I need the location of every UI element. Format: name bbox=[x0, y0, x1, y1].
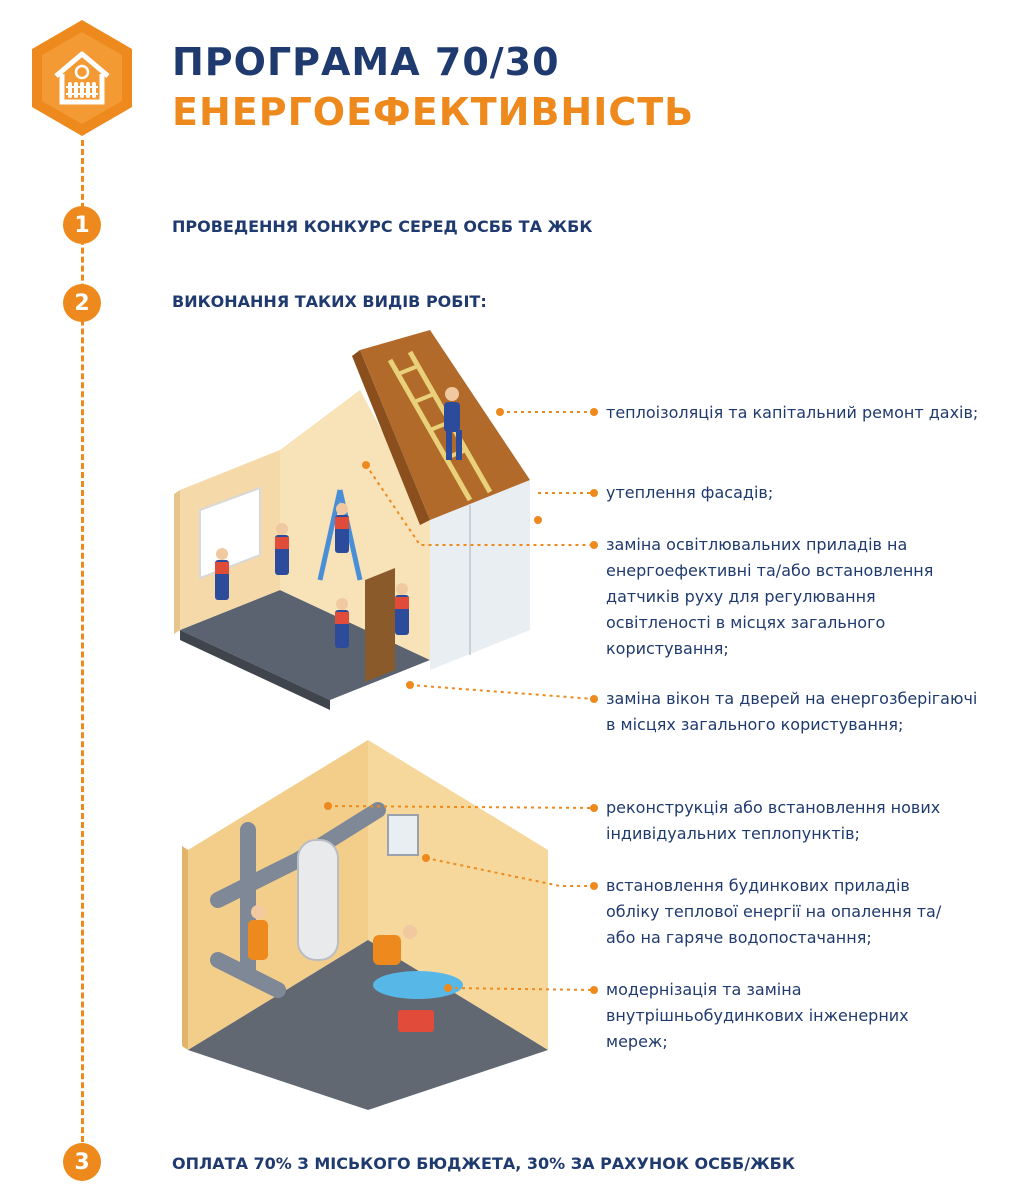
title-line-2: ЕНЕРГОЕФЕКТИВНІСТЬ bbox=[172, 90, 695, 134]
title-line-1: ПРОГРАМА 70/30 bbox=[172, 40, 560, 84]
work-item-heat-points: реконструкція або встановлення нових індивідуальних теплопунктів; bbox=[606, 798, 941, 843]
work-item-meters: встановлення будинкових приладів обліку теплової енергії на опалення та/або на гаряче водопостачання; bbox=[606, 876, 942, 947]
work-item-networks: модернізація та заміна внутрішньобудинкових інженерних мереж; bbox=[606, 980, 909, 1051]
step-3-text: ОПЛАТА 70% З МІСЬКОГО БЮДЖЕТА, 30% ЗА РАХУНОК ОСББ/ЖБК bbox=[172, 1154, 795, 1173]
step-2-badge: 2 bbox=[63, 284, 101, 322]
step-2-text: ВИКОНАННЯ ТАКИХ ВИДІВ РОБІТ: bbox=[172, 292, 487, 311]
step-1-badge: 1 bbox=[63, 206, 101, 244]
step-3-badge: 3 bbox=[63, 1143, 101, 1181]
work-item-lighting: заміна освітлювальних приладів на енергоефективні та/або встановлення датчиків руху для регулювання освітленості в місцях загального користування; bbox=[606, 535, 934, 658]
step-1-text: ПРОВЕДЕННЯ КОНКУРС СЕРЕД ОСББ ТА ЖБК bbox=[172, 217, 593, 236]
work-item-facade: утеплення фасадів; bbox=[606, 483, 774, 502]
work-item-windows-doors: заміна вікон та дверей на енергозберігаючі в місцях загального користування; bbox=[606, 689, 978, 734]
work-item-roof: теплоізоляція та капітальний ремонт дахів; bbox=[606, 403, 979, 422]
